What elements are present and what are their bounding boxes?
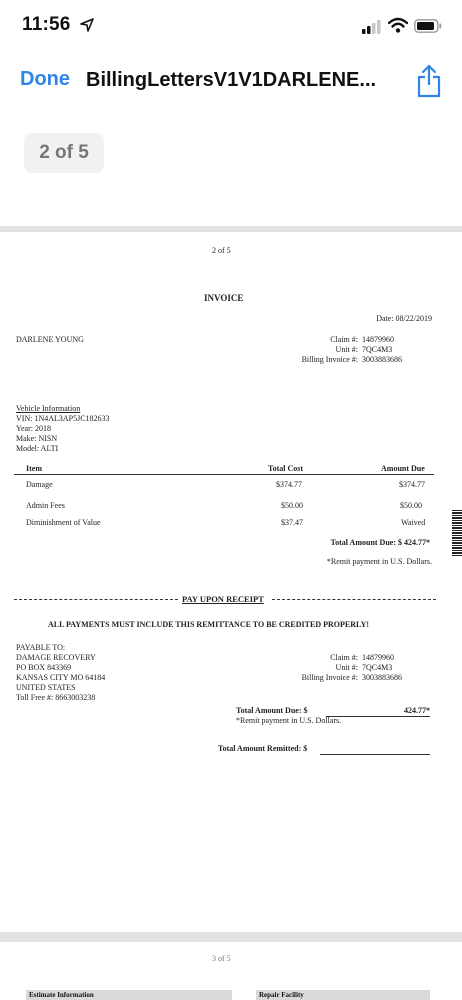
table-row-total-cost: $50.00 bbox=[281, 501, 303, 510]
claim-value: 14879960 bbox=[362, 335, 394, 344]
pay-upon-receipt-label: PAY UPON RECEIPT bbox=[182, 594, 264, 604]
billing-invoice-value: 3003883686 bbox=[362, 673, 402, 682]
unit-value: 7QC4M3 bbox=[362, 663, 393, 672]
remit-note: *Remit payment in U.S. Dollars. bbox=[326, 557, 432, 566]
vehicle-make: Make: NISN bbox=[16, 434, 58, 443]
total-remitted-label: Total Amount Remitted: $ bbox=[218, 744, 308, 753]
remittance-notice: ALL PAYMENTS MUST INCLUDE THIS REMITTANCE TO BE CREDITED PROPERLY! bbox=[48, 620, 370, 629]
barcode bbox=[452, 510, 462, 556]
battery-icon bbox=[414, 19, 442, 33]
table-row-amount-due: Waived bbox=[401, 518, 426, 527]
table-header-amount-due: Amount Due bbox=[381, 464, 425, 473]
total-amount-due: Total Amount Due: $ 424.77* bbox=[330, 538, 430, 547]
cellular-signal-icon bbox=[362, 20, 382, 34]
table-row-total-cost: $37.47 bbox=[281, 518, 303, 527]
vehicle-info-heading: Vehicle Information bbox=[16, 404, 81, 413]
dashed-divider-left bbox=[14, 599, 178, 600]
status-bar bbox=[0, 0, 462, 54]
page-separator bbox=[0, 932, 462, 942]
customer-name: DARLENE YOUNG bbox=[16, 335, 84, 344]
table-row-item: Diminishment of Value bbox=[26, 518, 101, 527]
payable-line: PO BOX 843369 bbox=[16, 663, 72, 672]
total-remitted-line[interactable] bbox=[320, 754, 430, 755]
claim-label: Claim #: bbox=[330, 653, 358, 662]
table-header-item: Item bbox=[26, 464, 42, 473]
unit-label: Unit #: bbox=[335, 663, 358, 672]
dashed-divider-right bbox=[272, 599, 436, 600]
unit-label: Unit #: bbox=[335, 345, 358, 354]
table-header-total-cost: Total Cost bbox=[268, 464, 304, 473]
payable-line: KANSAS CITY MO 64184 bbox=[16, 673, 106, 682]
stub-remit-note: *Remit payment in U.S. Dollars. bbox=[236, 716, 342, 725]
table-row-item: Admin Fees bbox=[26, 501, 65, 510]
payable-line: UNITED STATES bbox=[16, 683, 76, 692]
invoice-page bbox=[0, 232, 462, 932]
wifi-icon bbox=[388, 17, 408, 33]
billing-invoice-label: Billing Invoice #: bbox=[301, 355, 358, 364]
stub-total-label: Total Amount Due: $ bbox=[236, 706, 308, 715]
status-time: 11:56 bbox=[22, 14, 71, 35]
next-page-number: 3 of 5 bbox=[212, 954, 231, 963]
stub-total-rule bbox=[326, 716, 430, 717]
page-number-label: 2 of 5 bbox=[212, 246, 231, 255]
vehicle-model: Model: ALTI bbox=[16, 444, 59, 453]
table-row-amount-due: $374.77 bbox=[399, 480, 425, 489]
document-title: BillingLettersV1V1DARLENE... bbox=[86, 69, 377, 91]
invoice-date: Date: 08/22/2019 bbox=[376, 314, 432, 323]
payable-line: DAMAGE RECOVERY bbox=[16, 653, 96, 662]
estimate-information-section: Estimate Information bbox=[26, 990, 232, 1000]
navigation-bar bbox=[0, 54, 462, 114]
repair-facility-section: Repair Facility bbox=[256, 990, 430, 1000]
unit-value: 7QC4M3 bbox=[362, 345, 393, 354]
payable-line: Toll Free #: 8663003238 bbox=[16, 693, 96, 702]
page-indicator: 2 of 5 bbox=[24, 133, 104, 173]
table-row-item: Damage bbox=[26, 480, 53, 489]
table-header-rule bbox=[14, 474, 434, 475]
location-arrow-icon bbox=[80, 18, 94, 32]
stub-total-value: 424.77* bbox=[404, 706, 430, 715]
claim-label: Claim #: bbox=[330, 335, 358, 344]
billing-invoice-value: 3003883686 bbox=[362, 355, 402, 364]
vehicle-vin: VIN: 1N4AL3AP5JC182633 bbox=[16, 414, 110, 423]
invoice-heading: INVOICE bbox=[204, 293, 244, 303]
table-row-amount-due: $50.00 bbox=[400, 501, 422, 510]
pdf-viewer[interactable] bbox=[0, 226, 462, 1000]
claim-value: 14879960 bbox=[362, 653, 394, 662]
vehicle-year: Year: 2018 bbox=[16, 424, 51, 433]
share-icon[interactable] bbox=[416, 64, 442, 98]
billing-invoice-label: Billing Invoice #: bbox=[301, 673, 358, 682]
done-button[interactable]: Done bbox=[20, 68, 70, 90]
table-row-total-cost: $374.77 bbox=[276, 480, 302, 489]
payable-to-heading: PAYABLE TO: bbox=[16, 643, 66, 652]
